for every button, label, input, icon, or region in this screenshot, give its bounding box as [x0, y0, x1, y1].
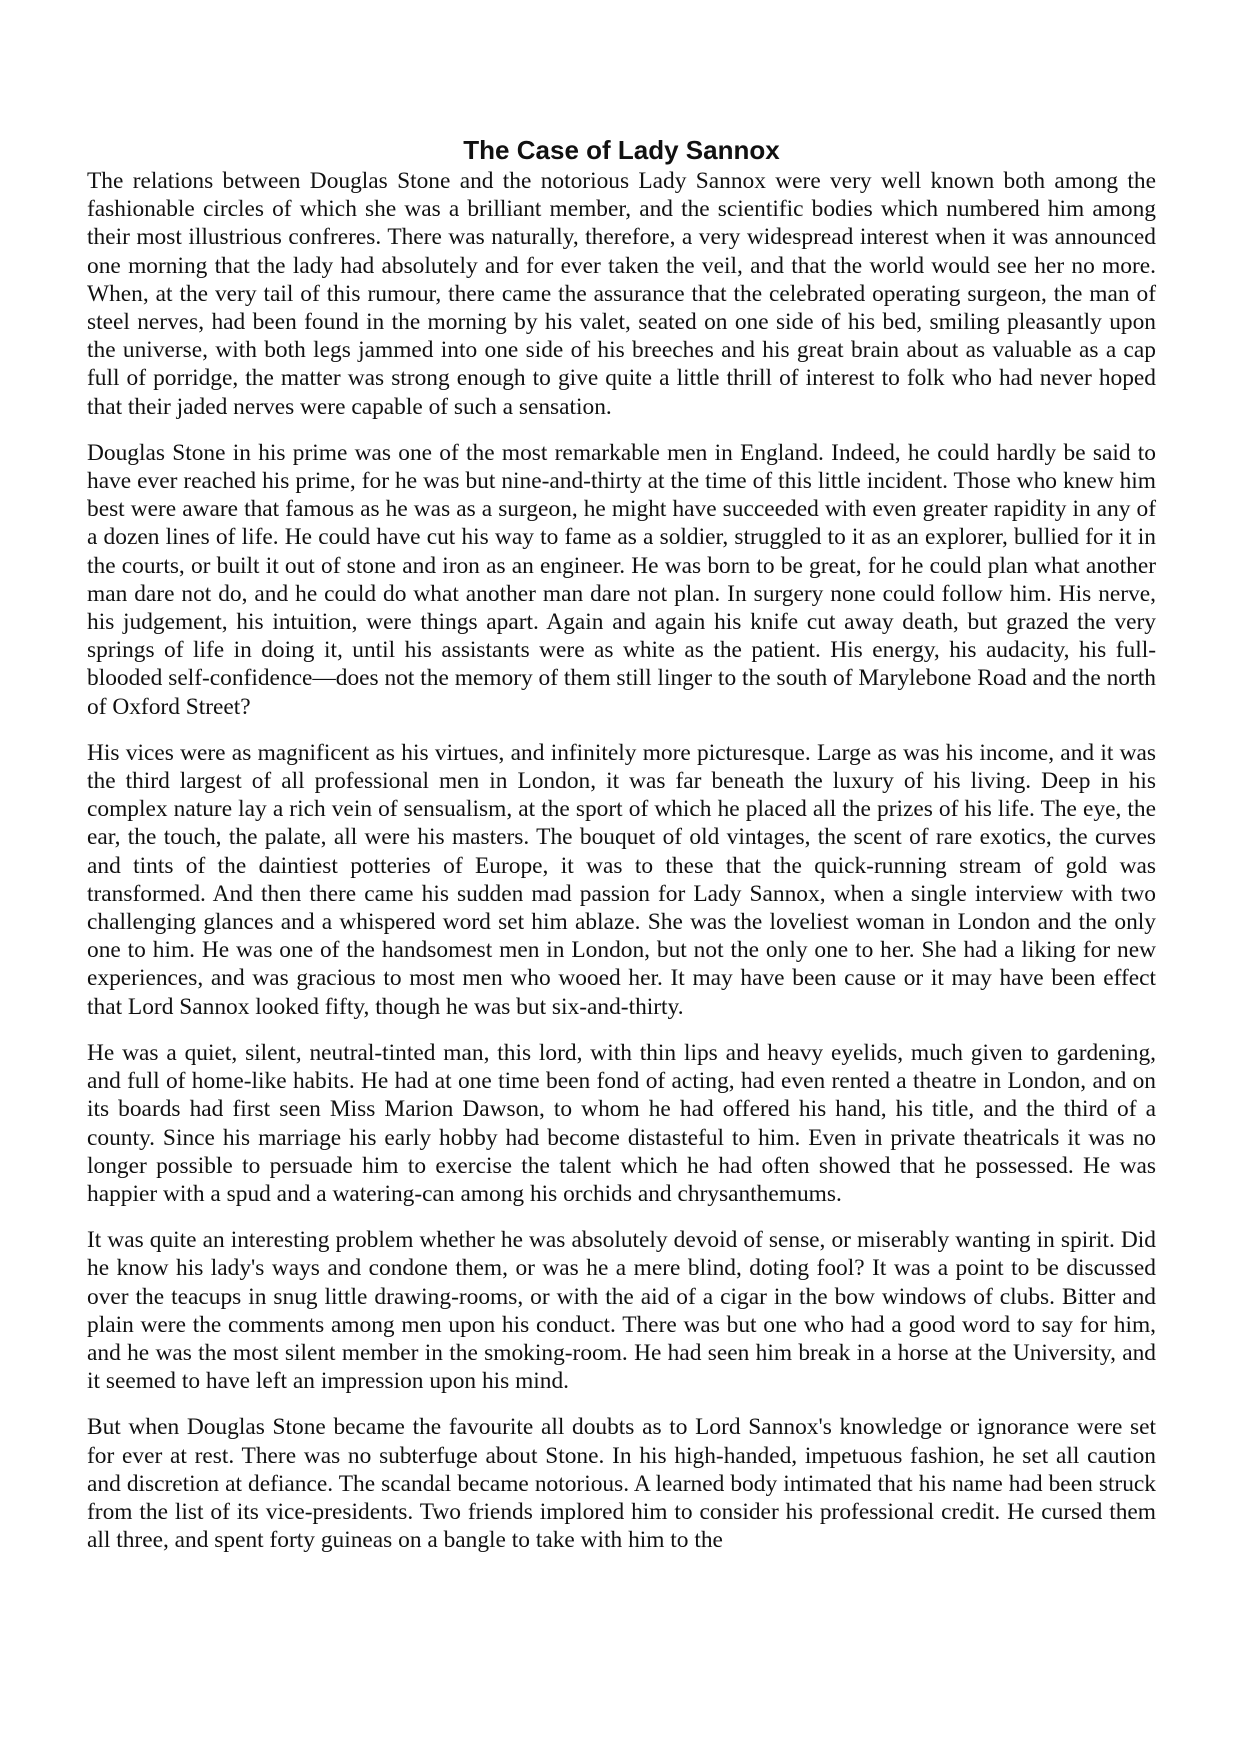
paragraph-1: The relations between Douglas Stone and the notorious Lady Sannox were very well known both among the fashionable circles of which she was a brilliant member, and the scientific bodies which numbered him among their most illustrious confreres. There was naturally, therefore, a very widespread interest when it was announced one morning that the lady had absolutely and for ever taken the veil, and that the world would see her no more. When, at the very tail of this rumour, there came the assurance that the celebrated operating surgeon, the man of steel nerves, had been found in the morning by his valet, seated on one side of his bed, smiling pleasantly upon the universe, with both legs jammed into one side of his breeches and his great brain about as valuable as a cap full of porridge, the matter was strong enough to give quite a little thrill of interest to folk who had never hoped that their jaded nerves were capable of such a sensation. [87, 168, 1156, 420]
paragraph-2: Douglas Stone in his prime was one of the most remarkable men in England. Indeed, he could hardly be said to have ever reached his prime, for he was but nine-and-thirty at the time of this little incident. Those who knew him best were aware that famous as he was as a surgeon, he might have succeeded with even greater rapidity in any of a dozen lines of life. He could have cut his way to fame as a soldier, struggled to it as an explorer, bullied for it in the courts, or built it out of stone and iron as an engineer. He was born to be great, for he could plan what another man dare not do, and he could do what another man dare not plan. In surgery none could follow him. His nerve, his judgement, his intuition, were things apart. Again and again his knife cut away death, but grazed the very springs of life in doing it, until his assistants were as white as the patient. His energy, his audacity, his full-blooded self-confidence—does not the memory of them still linger to the south of Marylebone Road and the north of Oxford Street? [87, 439, 1156, 720]
document-page [87, 133, 1156, 1572]
paragraph-3: His vices were as magnificent as his virtues, and infinitely more picturesque. Large as was his income, and it was the third largest of all professional men in London, it was far beneath the luxury of his living. Deep in his complex nature lay a rich vein of sensualism, at the sport of which he placed all the prizes of his life. The eye, the ear, the touch, the palate, all were his masters. The bouquet of old vintages, the scent of rare exotics, the curves and tints of the daintiest potteries of Europe, it was to these that the quick-running stream of gold was transformed. And then there came his sudden mad passion for Lady Sannox, when a single interview with two challenging glances and a whispered word set him ablaze. She was the loveliest woman in London and the only one to him. He was one of the handsomest men in London, but not the only one to her. She had a liking for new experiences, and was gracious to most men who wooed her. It may have been cause or it may have been effect that Lord Sannox looked fifty, though he was but six-and-thirty. [87, 739, 1156, 1020]
paragraph-6: But when Douglas Stone became the favourite all doubts as to Lord Sannox's knowledge or ignorance were set for ever at rest. There was no subterfuge about Stone. In his high-handed, impetuous fashion, he set all caution and discretion at defiance. The scandal became notorious. A learned body intimated that his name had been struck from the list of its vice-presidents. Two friends implored him to consider his professional credit. He cursed them all three, and spent forty guineas on a bangle to take with him to the [87, 1414, 1156, 1554]
paragraph-4: He was a quiet, silent, neutral-tinted man, this lord, with thin lips and heavy eyelids, much given to gardening, and full of home-like habits. He had at one time been fond of acting, had even rented a theatre in London, and on its boards had first seen Miss Marion Dawson, to whom he had offered his hand, his title, and the third of a county. Since his marriage his early hobby had become distasteful to him. Even in private theatricals it was no longer possible to persuade him to exercise the talent which he had often showed that he possessed. He was happier with a spud and a watering-can among his orchids and chrysanthemums. [87, 1039, 1156, 1207]
document-title: The Case of Lady Sannox [463, 135, 780, 165]
paragraph-5: It was quite an interesting problem whether he was absolutely devoid of sense, or miserably wanting in spirit. Did he know his lady's ways and condone them, or was he a mere blind, doting fool? It was a point to be discussed over the teacups in snug little drawing-rooms, or with the aid of a cigar in the bow windows of clubs. Bitter and plain were the comments among men upon his conduct. There was but one who had a good word to say for him, and he was the most silent member in the smoking-room. He had seen him break in a horse at the University, and it seemed to have left an impression upon his mind. [87, 1227, 1156, 1395]
